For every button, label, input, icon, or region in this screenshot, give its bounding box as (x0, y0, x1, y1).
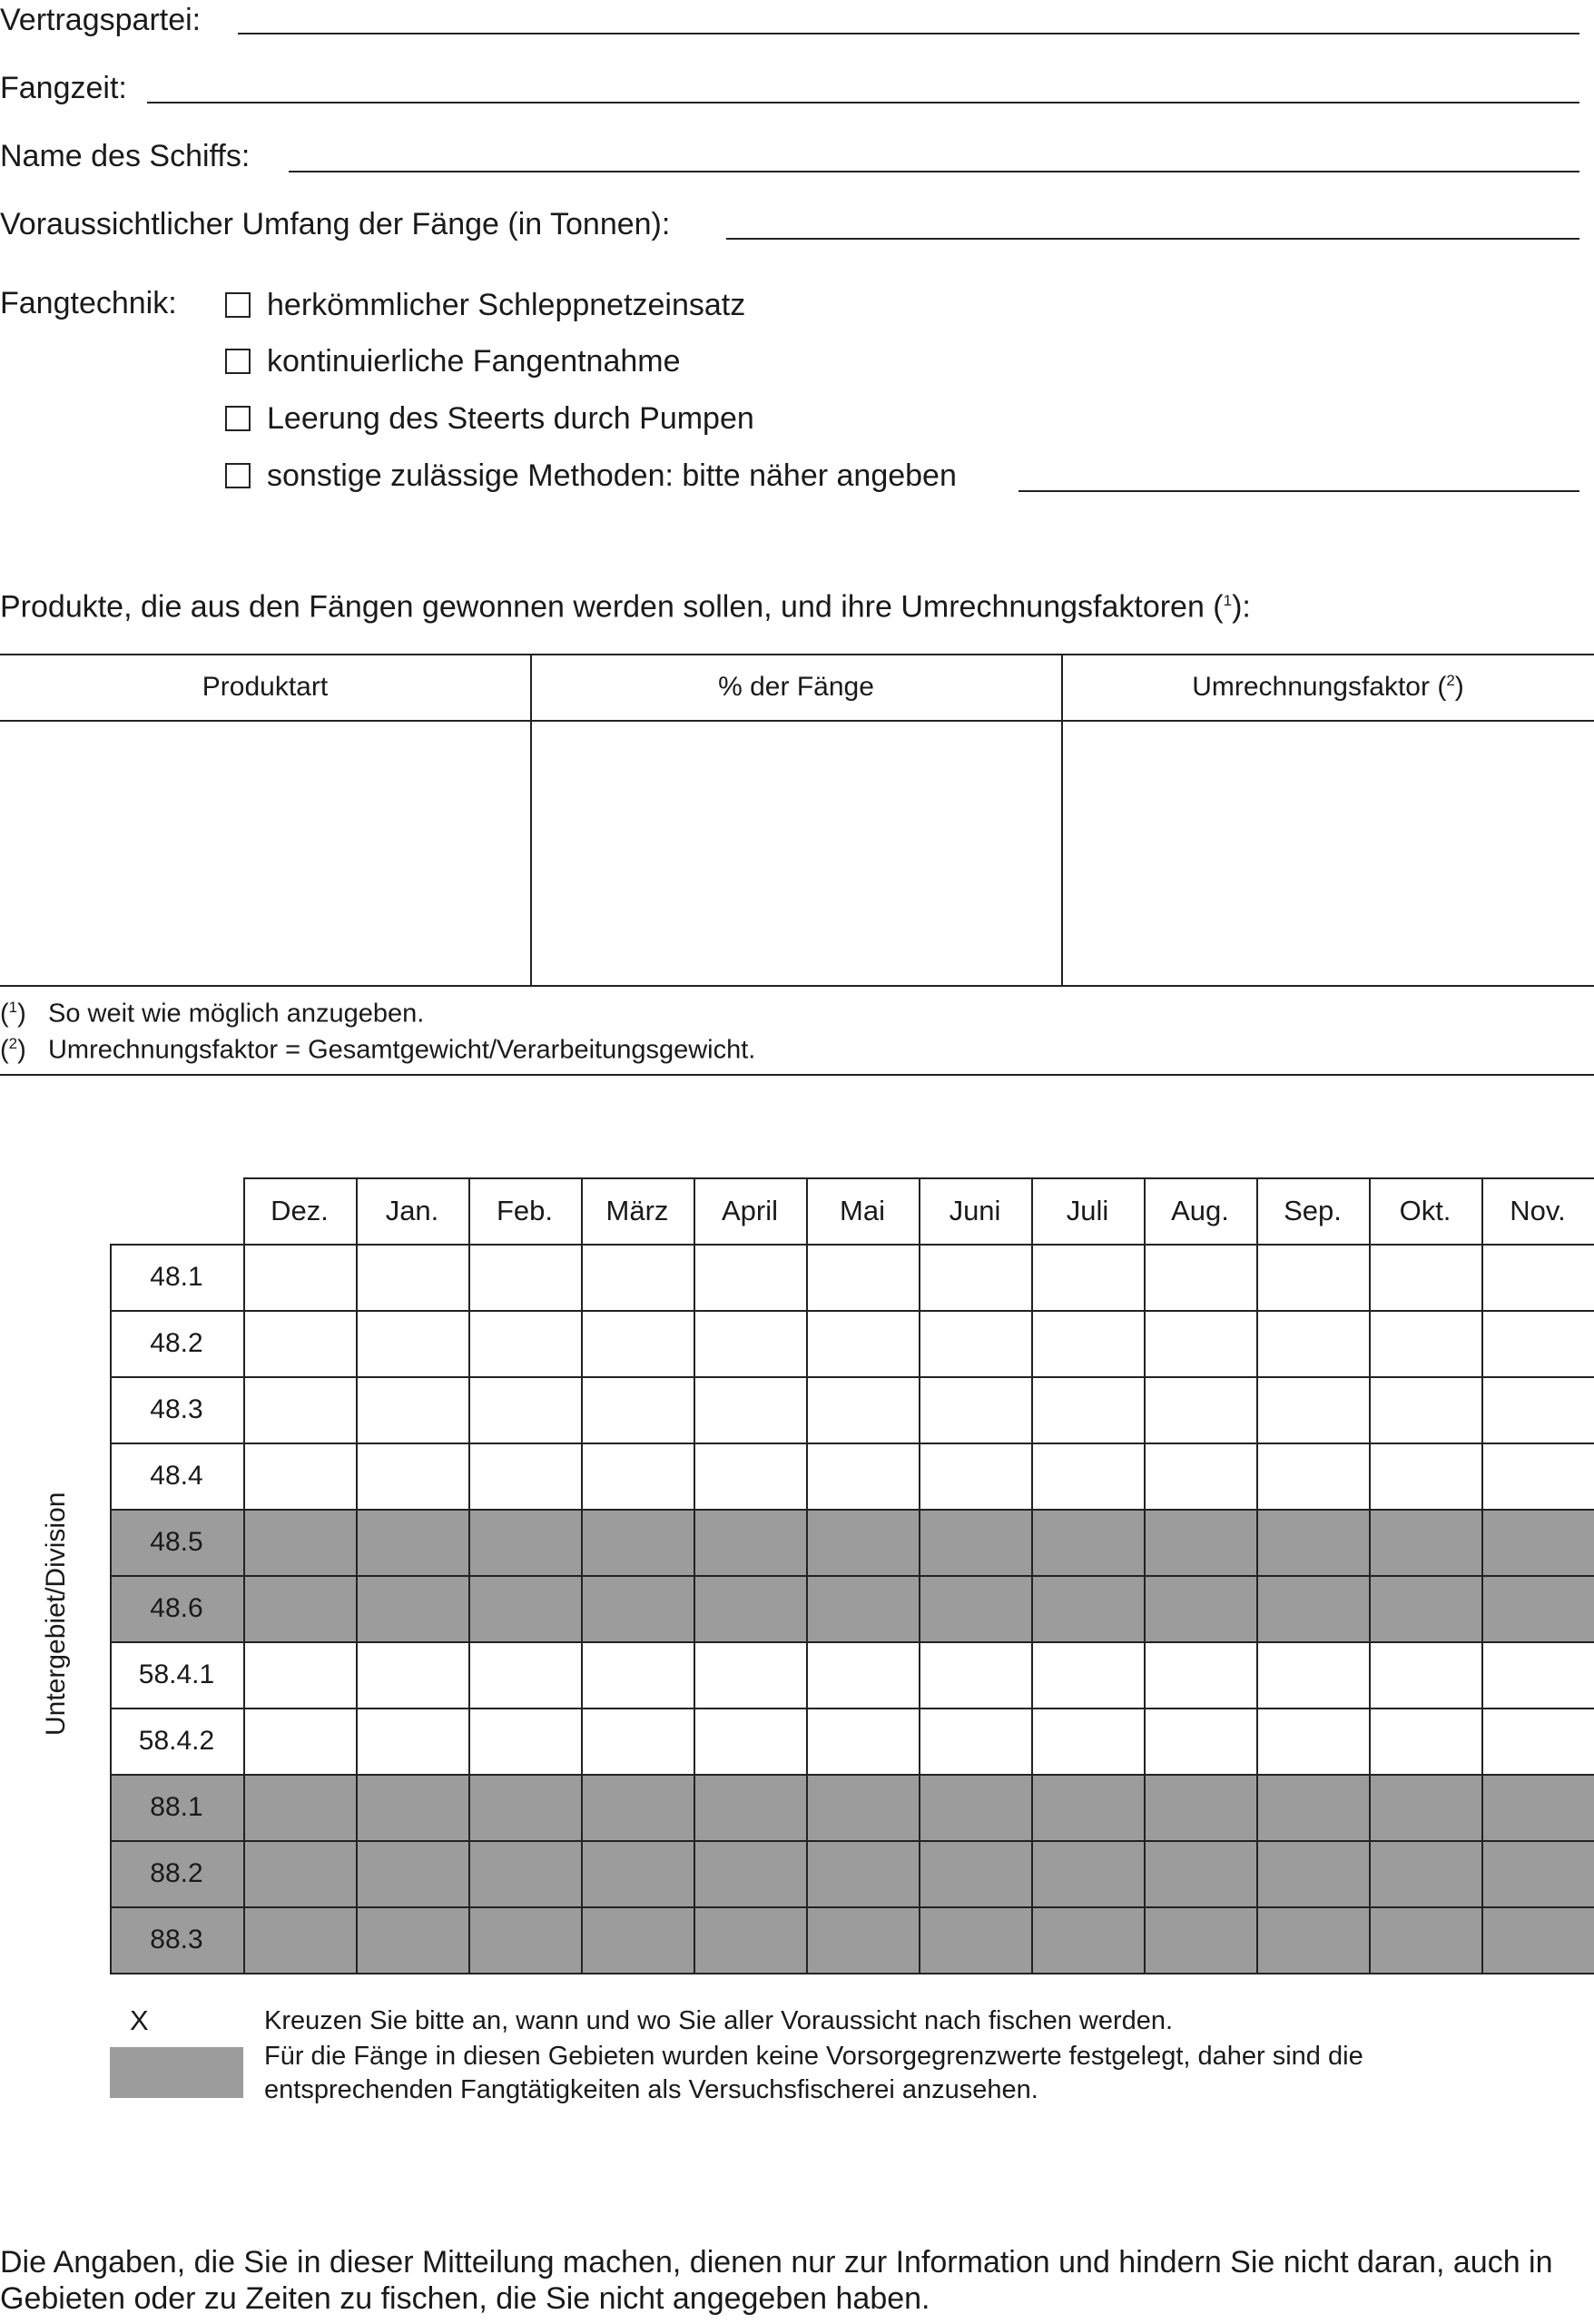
schedule-cell[interactable] (468, 1310, 581, 1376)
schedule-cell (1144, 1906, 1256, 1973)
schedule-cell (1031, 1509, 1144, 1575)
division-label: 48.5 (150, 1527, 203, 1557)
axis-label-division: Untergebiet/Division (41, 1492, 71, 1736)
schedule-cell[interactable] (243, 1376, 356, 1443)
month-header: Juli (1066, 1195, 1109, 1226)
division-label: 58.4.2 (138, 1726, 215, 1756)
schedule-cell[interactable] (919, 1310, 1031, 1376)
schedule-cell (806, 1774, 919, 1840)
schedule-cell (1256, 1840, 1369, 1906)
schedule-cell[interactable] (243, 1310, 356, 1376)
grid-line (110, 1641, 1594, 1643)
schedule-cell (806, 1509, 919, 1575)
schedule-cell (356, 1509, 468, 1575)
grid-line (110, 1840, 1594, 1842)
schedule-cell (1144, 1774, 1256, 1840)
schedule-cell[interactable] (1031, 1244, 1144, 1310)
grid-line (110, 1575, 1594, 1577)
schedule-cell[interactable] (694, 1708, 806, 1774)
schedule-cell (581, 1509, 694, 1575)
schedule-cell[interactable] (1369, 1376, 1481, 1443)
schedule-cell (1031, 1906, 1144, 1973)
volume-input-line[interactable] (726, 238, 1579, 240)
schedule-cell[interactable] (1031, 1376, 1144, 1443)
schedule-cell[interactable] (806, 1641, 919, 1708)
option-label: sonstige zulässige Methoden: bitte näher angeben (267, 458, 957, 493)
schedule-cell (468, 1509, 581, 1575)
schedule-cell (243, 1840, 356, 1906)
schedule-cell (581, 1840, 694, 1906)
division-label: 48.6 (150, 1593, 203, 1623)
month-header: Sep. (1284, 1195, 1342, 1226)
checkbox[interactable] (225, 292, 251, 318)
schedule-cell[interactable] (581, 1708, 694, 1774)
checkbox[interactable] (225, 349, 251, 374)
division-label: 48.1 (150, 1262, 203, 1292)
schedule-cell (919, 1509, 1031, 1575)
schedule-cell[interactable] (356, 1641, 468, 1708)
schedule-cell (806, 1575, 919, 1641)
schedule-cell[interactable] (581, 1376, 694, 1443)
conversion-factor-cell[interactable] (1063, 722, 1594, 985)
schedule-cell[interactable] (1369, 1641, 1481, 1708)
schedule-cell[interactable] (1144, 1310, 1256, 1376)
schedule-cell (694, 1840, 806, 1906)
schedule-cell[interactable] (1481, 1708, 1594, 1774)
technique-label: Fangtechnik: (0, 286, 177, 320)
schedule-cell[interactable] (468, 1708, 581, 1774)
schedule-cell[interactable] (1481, 1376, 1594, 1443)
option-label: herkömmlicher Schleppnetzeinsatz (267, 287, 746, 322)
grid-line (110, 1310, 1594, 1312)
party-input-line[interactable] (238, 33, 1579, 34)
month-header: Dez. (271, 1195, 329, 1226)
schedule-cell (468, 1840, 581, 1906)
schedule-cell (1031, 1774, 1144, 1840)
schedule-cell (581, 1575, 694, 1641)
schedule-cell (581, 1906, 694, 1973)
schedule-cell[interactable] (806, 1708, 919, 1774)
grid-line (110, 1376, 1594, 1378)
schedule-cell (468, 1774, 581, 1840)
product-type-cell[interactable] (0, 722, 530, 985)
grid-line (110, 1443, 1594, 1444)
grid-line (110, 1973, 1594, 1974)
division-label: 48.3 (150, 1394, 203, 1424)
month-header: Aug. (1171, 1195, 1229, 1226)
schedule-cell[interactable] (468, 1244, 581, 1310)
legend-shade-text: Für die Fänge in diesen Gebieten wurden keine Vorsorgegrenzwerte festgelegt, daher sind die entsprechenden Fangtätigkeiten als Versuchsfischerei anzusehen. (264, 2042, 1363, 2104)
schedule-cell (1031, 1575, 1144, 1641)
month-header: Okt. (1399, 1195, 1451, 1226)
schedule-cell (1369, 1509, 1481, 1575)
schedule-cell[interactable] (1144, 1376, 1256, 1443)
schedule-cell[interactable] (806, 1443, 919, 1509)
schedule-cell[interactable] (1031, 1443, 1144, 1509)
footnote-bottom-rule (0, 1074, 1594, 1076)
party-label: Vertragspartei: (0, 3, 202, 37)
legend-shade-swatch (110, 2047, 243, 2098)
schedule-cell (356, 1575, 468, 1641)
schedule-cell[interactable] (919, 1641, 1031, 1708)
schedule-grid (110, 1177, 1594, 1973)
products-table-top-rule (0, 654, 1594, 655)
schedule-cell[interactable] (919, 1244, 1031, 1310)
checkbox[interactable] (225, 406, 251, 431)
schedule-cell (694, 1575, 806, 1641)
schedule-cell (243, 1774, 356, 1840)
schedule-cell (1369, 1840, 1481, 1906)
footnote-2: ($^2$) Umrechnungsfaktor = Gesamtgewicht/Verarbeitungsgewicht. (0, 1035, 756, 1065)
schedule-cell (1256, 1575, 1369, 1641)
grid-line (110, 1244, 1594, 1246)
other-method-input-line[interactable] (1018, 490, 1579, 492)
schedule-cell[interactable] (1144, 1244, 1256, 1310)
schedule-cell (1144, 1509, 1256, 1575)
grid-line (110, 1509, 1594, 1511)
schedule-cell (1481, 1906, 1594, 1973)
schedule-cell (1369, 1774, 1481, 1840)
schedule-cell (1481, 1840, 1594, 1906)
schedule-cell (919, 1575, 1031, 1641)
volume-label: Voraussichtlicher Umfang der Fänge (in Tonnen): (0, 207, 671, 241)
schedule-cell[interactable] (806, 1310, 919, 1376)
col-header-conversion-factor: Umrechnungsfaktor ($^2$) (1192, 672, 1464, 702)
catch-percent-cell[interactable] (532, 722, 1061, 985)
schedule-cell[interactable] (694, 1244, 806, 1310)
division-label: 48.4 (150, 1461, 203, 1491)
schedule-cell (919, 1906, 1031, 1973)
option-label: kontinuierliche Fangentnahme (267, 343, 681, 379)
schedule-cell[interactable] (1144, 1641, 1256, 1708)
schedule-cell (356, 1906, 468, 1973)
schedule-cell[interactable] (1369, 1244, 1481, 1310)
grid-line (110, 1906, 1594, 1908)
grid-line (110, 1774, 1594, 1776)
vessel-input-line[interactable] (289, 171, 1579, 172)
schedule-cell[interactable] (1369, 1443, 1481, 1509)
schedule-cell[interactable] (356, 1244, 468, 1310)
schedule-cell[interactable] (1256, 1641, 1369, 1708)
schedule-cell[interactable] (694, 1376, 806, 1443)
option-label: Leerung des Steerts durch Pumpen (267, 400, 754, 436)
technique-option-pumping[interactable] (225, 400, 754, 437)
schedule-cell[interactable] (694, 1310, 806, 1376)
month-header: April (721, 1195, 778, 1226)
division-label: 88.1 (150, 1792, 203, 1822)
month-header: Nov. (1510, 1195, 1566, 1226)
schedule-cell[interactable] (468, 1443, 581, 1509)
division-label: 58.4.1 (138, 1659, 215, 1689)
schedule-cell (243, 1509, 356, 1575)
schedule-cell[interactable] (1256, 1443, 1369, 1509)
schedule-cell (694, 1509, 806, 1575)
schedule-cell (581, 1774, 694, 1840)
schedule-cell[interactable] (243, 1443, 356, 1509)
schedule-cell[interactable] (1031, 1708, 1144, 1774)
schedule-cell[interactable] (581, 1310, 694, 1376)
legend-x-text: Kreuzen Sie bitte an, wann und wo Sie aller Voraussicht nach fischen werden. (264, 2006, 1174, 2035)
schedule-cell[interactable] (581, 1244, 694, 1310)
products-table-bottom-rule (0, 985, 1594, 987)
schedule-cell (919, 1774, 1031, 1840)
schedule-cell (694, 1906, 806, 1973)
schedule-cell (356, 1774, 468, 1840)
schedule-cell (243, 1906, 356, 1973)
schedule-cell[interactable] (468, 1641, 581, 1708)
legend-x-symbol: X (130, 2004, 149, 2036)
division-label: 88.2 (150, 1858, 203, 1888)
schedule-cell[interactable] (356, 1310, 468, 1376)
schedule-cell[interactable] (1256, 1708, 1369, 1774)
schedule-cell[interactable] (356, 1376, 468, 1443)
season-label: Fangzeit: (0, 71, 127, 105)
schedule-cell[interactable] (1481, 1443, 1594, 1509)
schedule-cell (1481, 1509, 1594, 1575)
schedule-cell (1481, 1575, 1594, 1641)
checkbox[interactable] (225, 463, 251, 488)
schedule-cell (1481, 1774, 1594, 1840)
schedule-cell (1144, 1840, 1256, 1906)
technique-option-continuous[interactable] (225, 343, 681, 379)
schedule-cell[interactable] (1369, 1310, 1481, 1376)
footnote-1: ($^1$) So weit wie möglich anzugeben. (0, 999, 425, 1029)
schedule-cell[interactable] (694, 1443, 806, 1509)
schedule-cell[interactable] (919, 1443, 1031, 1509)
schedule-cell (1144, 1575, 1256, 1641)
schedule-cell[interactable] (243, 1708, 356, 1774)
schedule-cell[interactable] (1481, 1244, 1594, 1310)
closing-note: Die Angaben, die Sie in dieser Mitteilung machen, dienen nur zur Information und hindern Sie nicht daran, auch in Gebieten oder zu Zeiten zu fischen, die Sie nicht angegeben haben. (0, 2245, 1553, 2316)
schedule-cell[interactable] (243, 1244, 356, 1310)
schedule-cell (1031, 1840, 1144, 1906)
schedule-cell[interactable] (1256, 1376, 1369, 1443)
schedule-cell (356, 1840, 468, 1906)
schedule-cell[interactable] (1481, 1310, 1594, 1376)
month-header: Mai (840, 1195, 885, 1226)
schedule-cell[interactable] (1481, 1641, 1594, 1708)
schedule-cell[interactable] (356, 1708, 468, 1774)
schedule-cell[interactable] (356, 1443, 468, 1509)
schedule-cell (694, 1774, 806, 1840)
schedule-cell (468, 1906, 581, 1973)
schedule-cell[interactable] (1256, 1244, 1369, 1310)
month-header: Juni (949, 1195, 1001, 1226)
technique-option-other[interactable] (225, 458, 957, 494)
schedule-cell (1256, 1906, 1369, 1973)
schedule-cell (1256, 1509, 1369, 1575)
schedule-cell (919, 1840, 1031, 1906)
schedule-cell[interactable] (1031, 1310, 1144, 1376)
schedule-cell[interactable] (806, 1376, 919, 1443)
schedule-cell[interactable] (694, 1641, 806, 1708)
schedule-cell[interactable] (1369, 1708, 1481, 1774)
schedule-cell (1369, 1906, 1481, 1973)
schedule-cell (468, 1575, 581, 1641)
season-input-line[interactable] (147, 102, 1579, 103)
vessel-label: Name des Schiffs: (0, 139, 251, 173)
month-header: Feb. (496, 1195, 554, 1226)
schedule-cell[interactable] (919, 1376, 1031, 1443)
schedule-cell[interactable] (1256, 1310, 1369, 1376)
grid-line (110, 1244, 112, 1973)
schedule-cell (806, 1840, 919, 1906)
technique-option-trawl[interactable] (225, 287, 745, 323)
schedule-cell[interactable] (243, 1641, 356, 1708)
schedule-cell[interactable] (1031, 1641, 1144, 1708)
division-label: 48.2 (150, 1328, 203, 1358)
col-header-catch-percent: % der Fänge (718, 672, 874, 702)
schedule-cell[interactable] (1144, 1443, 1256, 1509)
month-header: Jan. (385, 1195, 439, 1226)
col-header-product-type: Produktart (202, 672, 329, 702)
schedule-cell[interactable] (806, 1244, 919, 1310)
schedule-cell[interactable] (581, 1641, 694, 1708)
schedule-cell[interactable] (919, 1708, 1031, 1774)
schedule-cell[interactable] (468, 1376, 581, 1443)
schedule-cell[interactable] (581, 1443, 694, 1509)
schedule-cell (1369, 1575, 1481, 1641)
division-label: 88.3 (150, 1925, 203, 1955)
month-header: März (605, 1195, 669, 1226)
schedule-cell[interactable] (1144, 1708, 1256, 1774)
schedule-cell (806, 1906, 919, 1973)
products-heading: Produkte, die aus den Fängen gewonnen werden sollen, und ihre Umrechnungsfaktoren ($^1$): (0, 589, 1251, 625)
schedule-cell (243, 1575, 356, 1641)
grid-line (110, 1708, 1594, 1709)
schedule-cell (1256, 1774, 1369, 1840)
